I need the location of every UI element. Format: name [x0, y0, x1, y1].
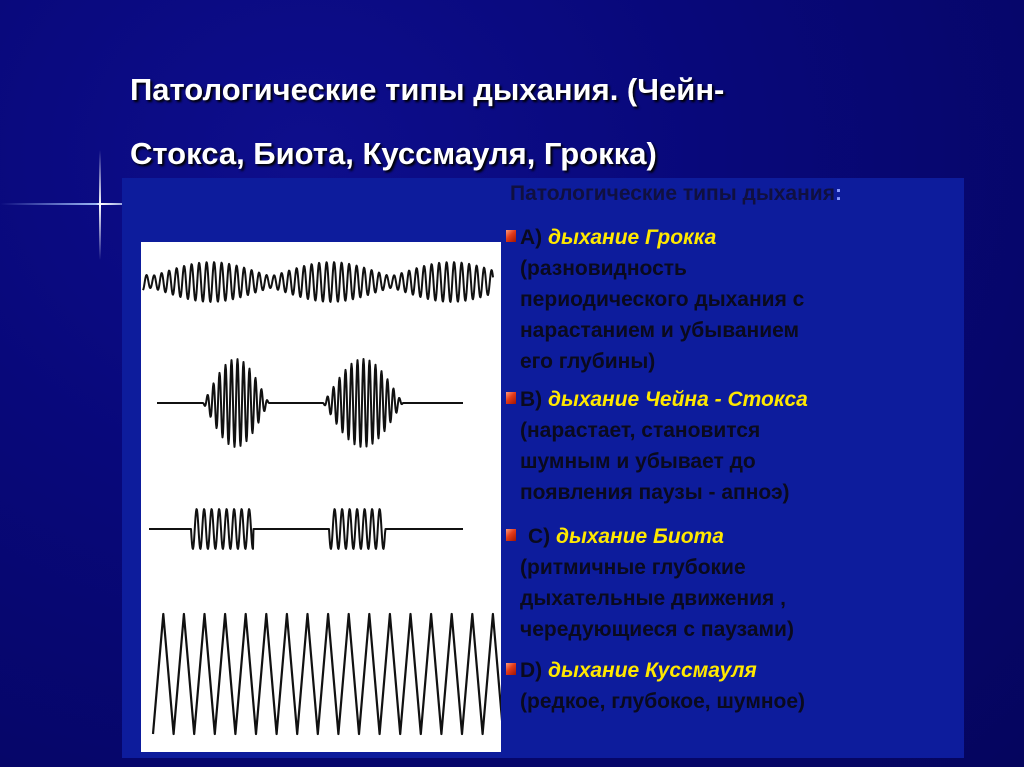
item-label: A) — [520, 226, 543, 249]
waveform-grokk — [143, 262, 493, 302]
item-cheyne-stokes — [520, 384, 960, 508]
item-label: B) — [520, 388, 543, 411]
waveform-biot — [149, 509, 463, 549]
slide-title-line-2: Стокса, Биота, Куссмауля, Грокка) — [130, 136, 657, 171]
bullet-icon — [506, 529, 516, 541]
slide-title — [130, 58, 850, 186]
item-kussmaul — [520, 655, 960, 717]
item-desc-line: (редкое, глубокое, шумное) — [520, 690, 806, 713]
item-label: D) — [520, 659, 543, 682]
item-desc-line: (нарастает, становится — [520, 419, 761, 442]
item-desc-line: (ритмичные глубокие — [520, 556, 746, 579]
item-desc-line: его глубины) — [520, 350, 656, 373]
panel-heading — [510, 182, 842, 206]
item-desc-line: нарастанием и убыванием — [520, 319, 800, 342]
item-desc-line: шумным и убывает до — [520, 450, 756, 473]
item-desc-line: дыхательные движения , — [520, 587, 786, 610]
breathing-waveforms — [141, 242, 501, 752]
item-label: C) — [528, 525, 551, 548]
bullet-icon — [506, 663, 516, 675]
panel-heading-colon: : — [834, 182, 842, 205]
waveform-kussmaul — [153, 614, 501, 734]
item-term: дыхание Грокка — [548, 226, 717, 249]
item-desc-line: появления паузы - апноэ) — [520, 481, 790, 504]
panel-heading-text: Патологические типы дыхания — [510, 182, 835, 205]
item-grokk — [520, 222, 960, 377]
lens-flare-vertical — [99, 150, 101, 260]
item-term: дыхание Куссмауля — [548, 659, 757, 682]
item-desc-line: периодического дыхания с — [520, 288, 805, 311]
slide-title-line-1: Патологические типы дыхания. (Чейн- — [130, 72, 725, 107]
item-biot — [520, 521, 960, 645]
item-desc-line: чередующиеся с паузами) — [520, 618, 794, 641]
bullet-icon — [506, 392, 516, 404]
waveform-cheyne-stokes — [157, 359, 463, 447]
bullet-icon — [506, 230, 516, 242]
item-desc-line: (разновидность — [520, 257, 687, 280]
item-term: дыхание Биота — [556, 525, 724, 548]
item-term: дыхание Чейна - Стокса — [548, 388, 808, 411]
waveform-drawing — [141, 242, 501, 752]
